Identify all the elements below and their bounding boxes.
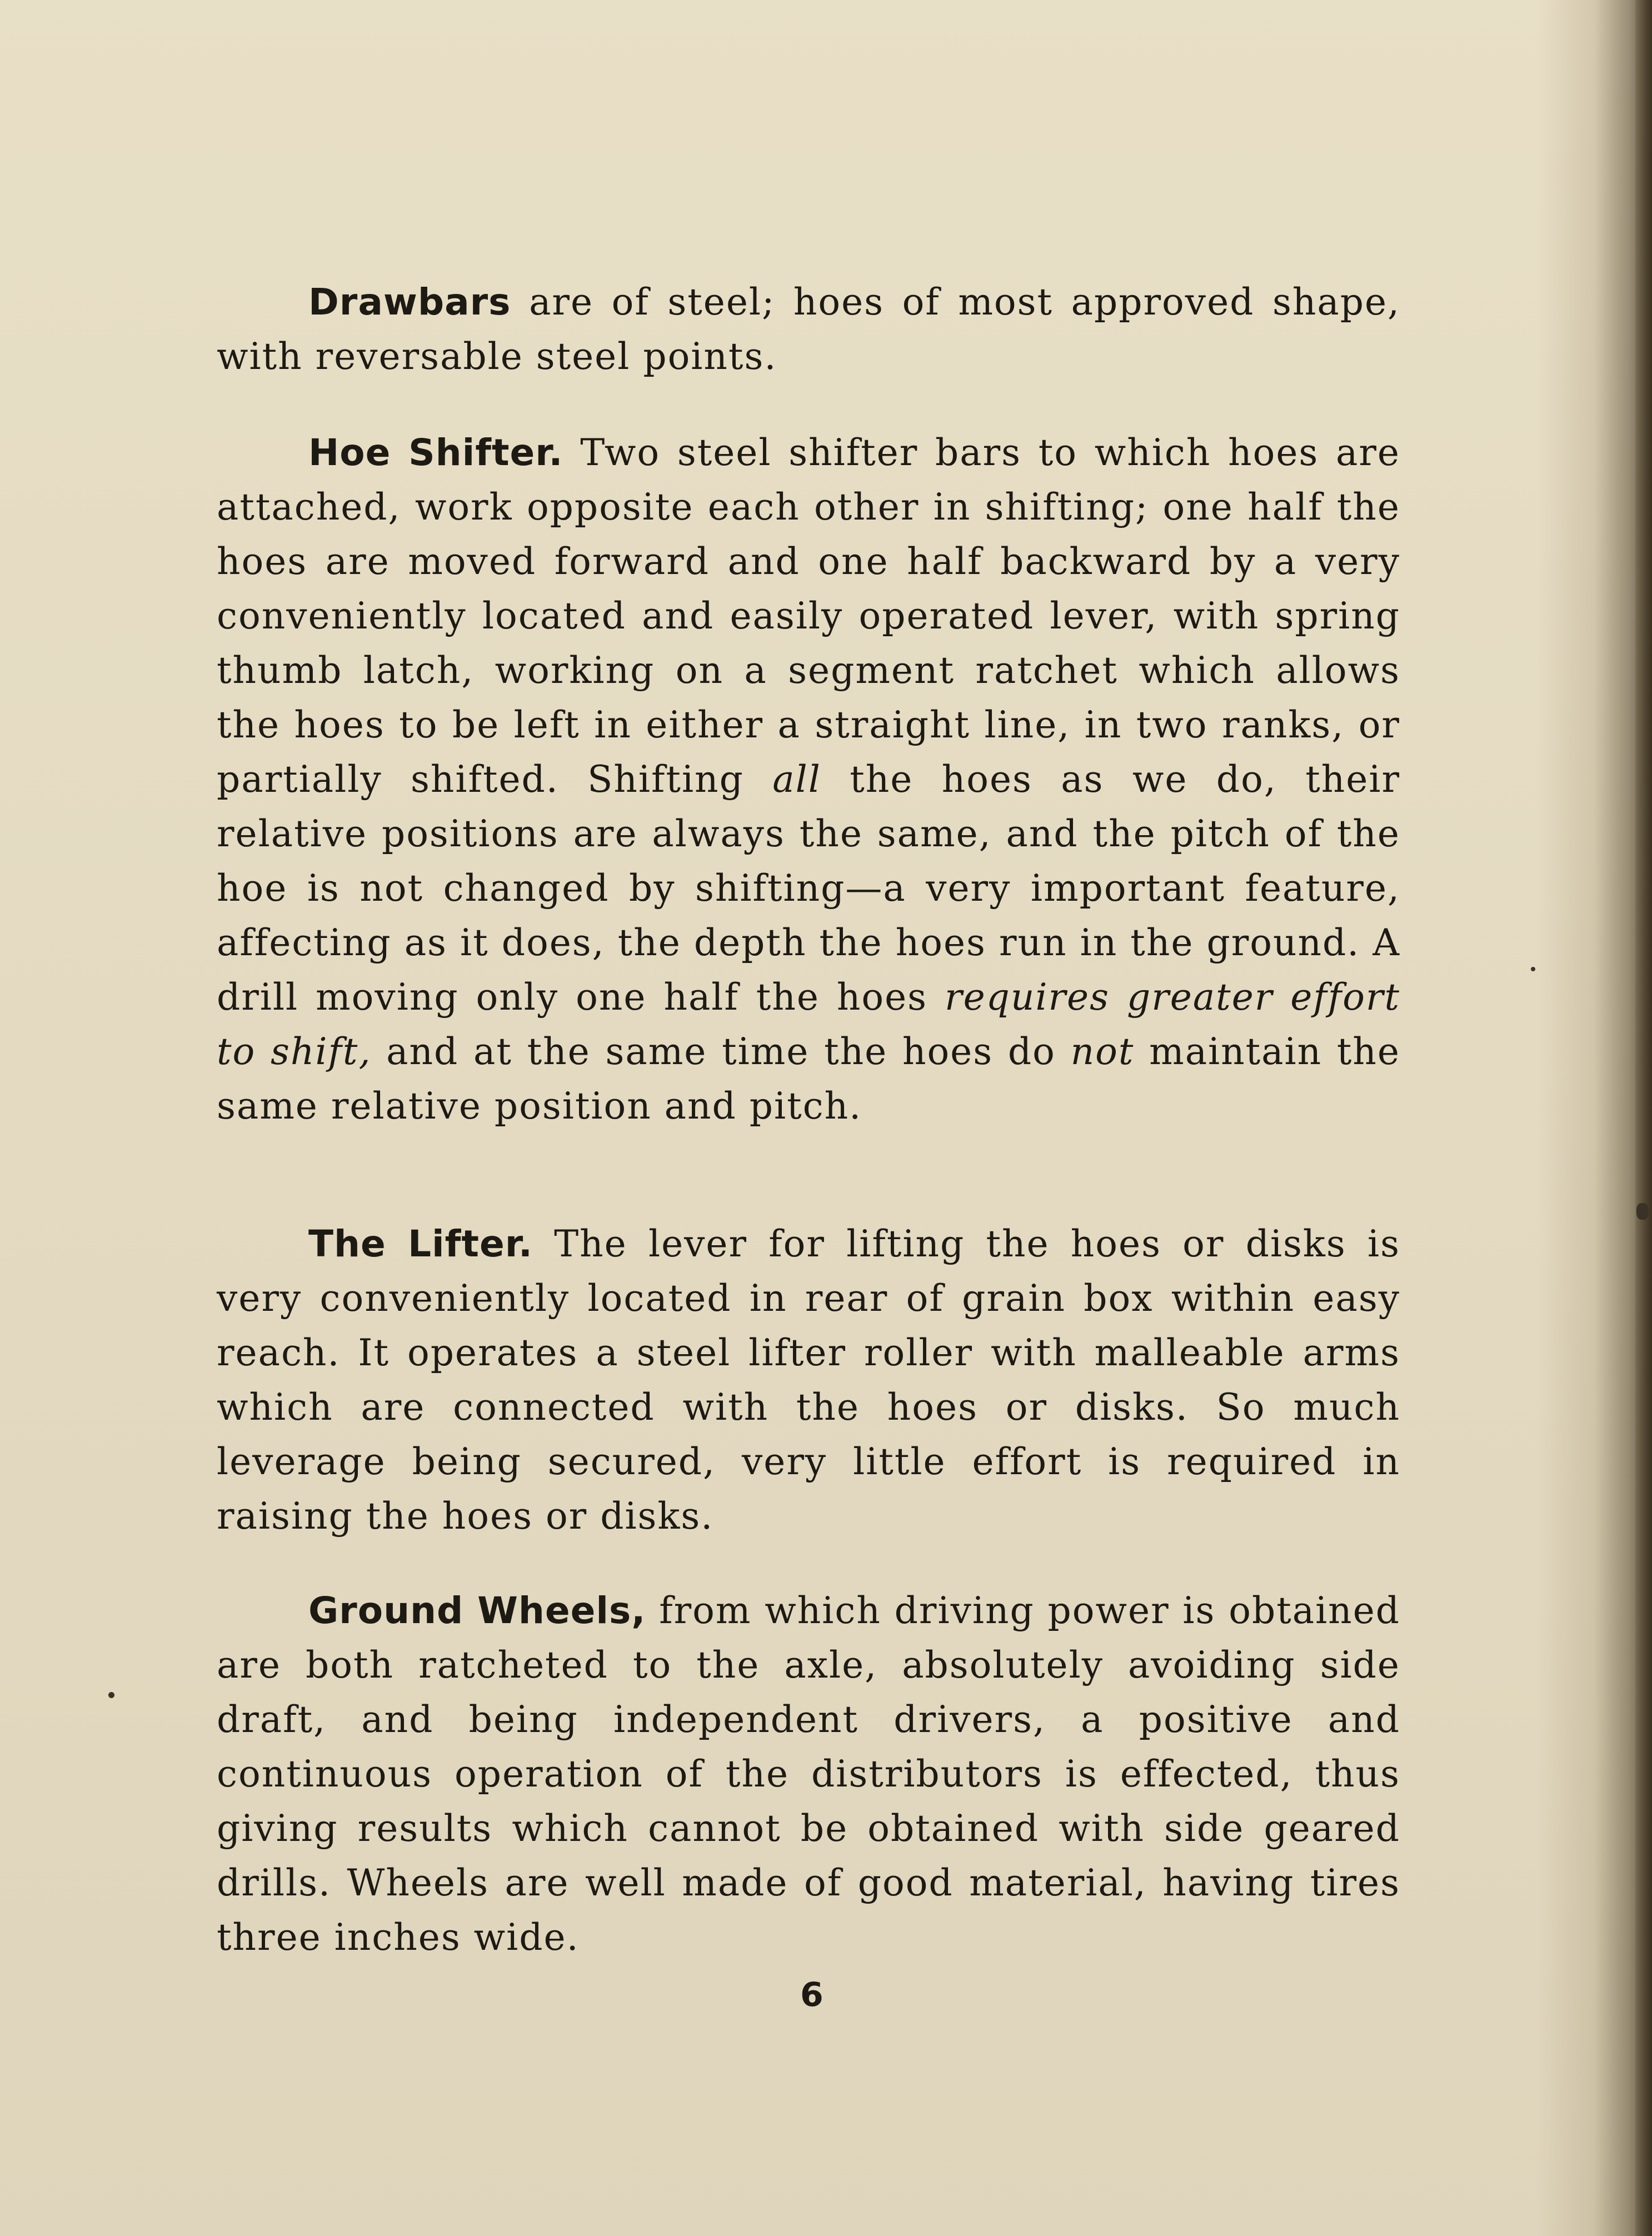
body-text: are of steel; hoes of most approved shape, with reversable steel points. — [217, 281, 1400, 378]
emphasis-text: all — [772, 758, 821, 801]
paragraph-heading: Ground Wheels, — [308, 1589, 646, 1632]
emphasis-text: not — [1070, 1030, 1135, 1073]
paragraph-ground-wheels — [217, 1584, 1400, 1965]
body-text: maintain the same relative position and pitch. — [217, 1030, 1400, 1127]
paragraph-hoe-shifter — [217, 426, 1400, 1134]
paragraph-drawbars — [217, 275, 1400, 384]
paper-speck — [108, 1692, 114, 1698]
paragraph-text — [217, 275, 1400, 384]
paragraph-text — [217, 1217, 1400, 1544]
body-text: Two steel shifter bars to which hoes are attached, work opposite each other in shifting; one half the hoes are moved forward and one half backward by a very conveniently located and easily operated lever, with spring thumb latch, working on a segment ratchet which allows the hoes to be left in either a straight line, in two ranks, or partially shifted. Shifting — [217, 431, 1400, 801]
body-text: from which driving power is obtained are both ratcheted to the axle, absolutely avoiding side draft, and being independent drivers, a positive and continuous operation of the distributors is effected, thus giving results which cannot be obtained with side geared drills. Wheels are well made of good material, having tires three inches wide. — [217, 1589, 1400, 1959]
page-edge-shadow — [1635, 0, 1652, 2236]
paper-speck — [1636, 1203, 1649, 1220]
body-text: the hoes as we do, their relative positions are always the same, and the pitch of the hoe is not changed by shifting—a very important feature, affecting as it does, the depth the hoes run in the ground. A drill moving only one half the hoes — [217, 758, 1401, 1019]
paragraph-text — [217, 1584, 1400, 1965]
paragraph-heading: Drawbars — [308, 281, 511, 323]
paragraph-the-lifter — [217, 1217, 1400, 1544]
body-text: and at the same time the hoes do — [371, 1030, 1071, 1073]
page-number: 6 — [800, 1975, 823, 2014]
paper-speck — [1531, 967, 1535, 971]
paragraph-heading: The Lifter. — [308, 1222, 533, 1265]
paragraph-text — [217, 426, 1400, 1134]
paragraph-heading: Hoe Shifter. — [308, 431, 563, 474]
body-text: The lever for lifting the hoes or disks is very conveniently located in rear of grain box within easy reach. It operates a steel lifter roller with malleable arms which are connected with the hoes or disks. So much leverage being secured, very little effort is required in raising the hoes or disks. — [217, 1222, 1400, 1538]
emphasis-text: requires greater effort to shift, — [217, 976, 1400, 1073]
